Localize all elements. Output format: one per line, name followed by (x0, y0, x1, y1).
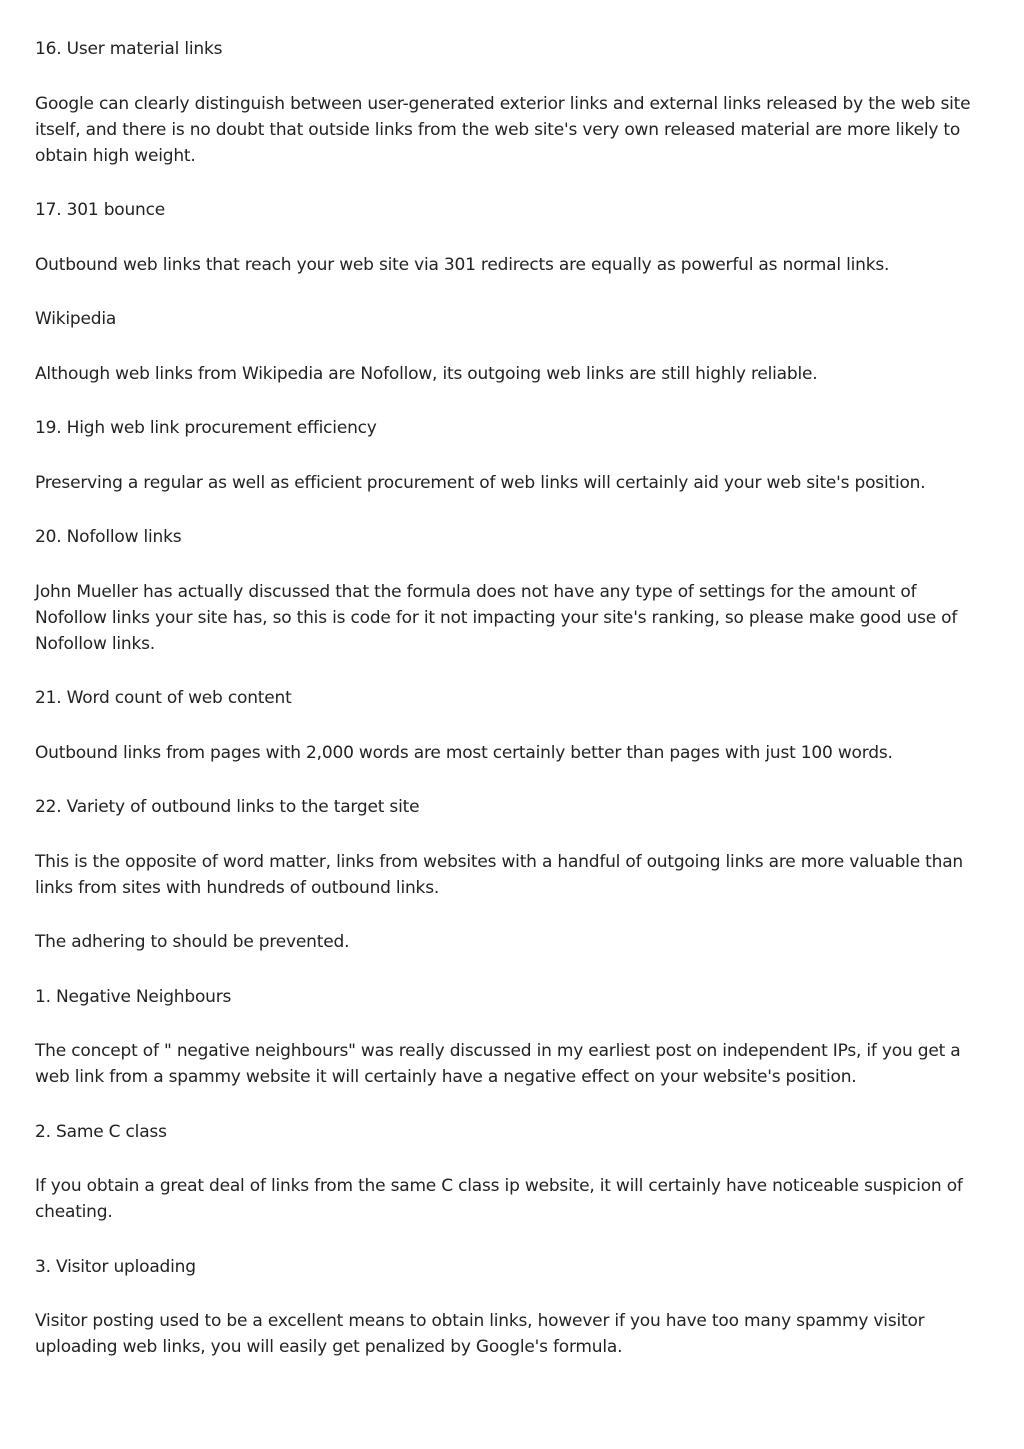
heading-wikipedia: Wikipedia (35, 309, 117, 329)
document-body (35, 36, 975, 1389)
heading-301-bounce: 17. 301 bounce (35, 200, 166, 220)
heading-negative-neighbours: 1. Negative Neighbours (35, 986, 232, 1007)
paragraph-word-count: Outbound links from pages with 2,000 words are most certainly better than pages with just 100 words. (35, 742, 893, 763)
heading-nofollow-links: 20. Nofollow links (35, 527, 182, 547)
paragraph-should-be-prevented: The adhering to should be prevented. (35, 932, 350, 952)
paragraph-nofollow-links: John Mueller has actually discussed that the formula does not have any type of settings for the amount of Nofollow links your site has, so this is code for it not impacting your site's ranking, so please make good use of Nofollow links. (35, 581, 958, 654)
paragraph-visitor-uploading: Visitor posting used to be a excellent means to obtain links, however if you have too many spammy visitor uploading web links, you will easily get penalized by Google's formula. (35, 1311, 925, 1357)
heading-outbound-variety: 22. Variety of outbound links to the target site (35, 797, 420, 817)
paragraph-301-bounce: Outbound web links that reach your web site via 301 redirects are equally as powerful as normal links. (35, 254, 890, 275)
paragraph-outbound-variety: This is the opposite of word matter, links from websites with a handful of outgoing links are more valuable than links from sites with hundreds of outbound links. (35, 851, 963, 898)
heading-same-c-class: 2. Same C class (35, 1121, 167, 1142)
heading-word-count: 21. Word count of web content (35, 688, 292, 708)
heading-user-material-links: 16. User material links (35, 39, 223, 59)
heading-link-procurement: 19. High web link procurement efficiency (35, 418, 377, 438)
paragraph-link-procurement: Preserving a regular as well as efficient procurement of web links will certainly aid your web site's position. (35, 472, 926, 493)
heading-visitor-uploading: 3. Visitor uploading (35, 1256, 196, 1277)
paragraph-wikipedia: Although web links from Wikipedia are Nofollow, its outgoing web links are still highly reliable. (35, 363, 818, 384)
paragraph-user-material-links: Google can clearly distinguish between user-generated exterior links and external links released by the web site itself, and there is no doubt that outside links from the web site's very own released material are more likely to obtain high weight. (35, 93, 971, 166)
paragraph-negative-neighbours: The concept of " negative neighbours" was really discussed in my earliest post on independent IPs, if you get a web link from a spammy website it will certainly have a negative effect on your website's position. (35, 1041, 961, 1087)
paragraph-same-c-class: If you obtain a great deal of links from the same C class ip website, it will certainly have noticeable suspicion of cheating. (35, 1176, 963, 1222)
